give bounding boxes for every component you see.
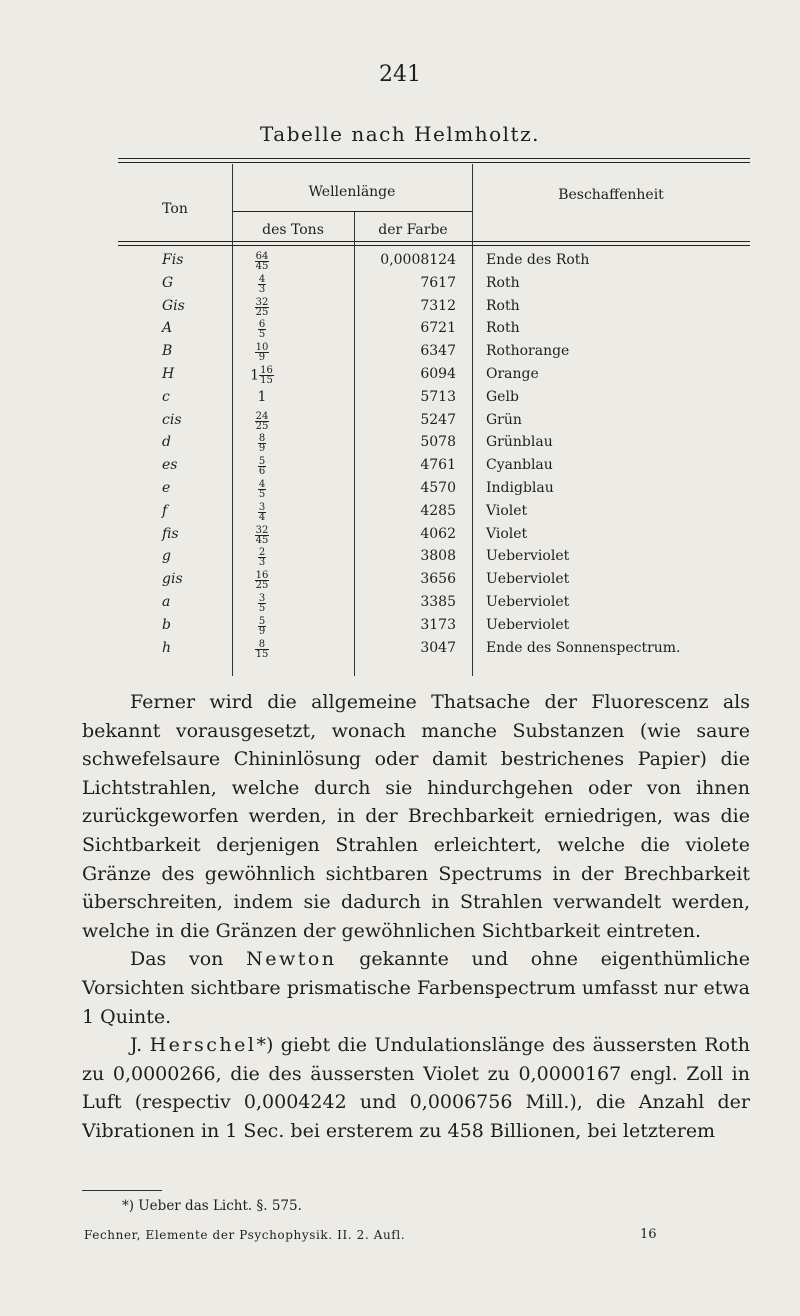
tone-name: gis (162, 571, 183, 588)
tone-ratio (230, 320, 294, 339)
table-row (118, 455, 750, 477)
text: J. (130, 1034, 150, 1057)
tone-name: e (162, 480, 171, 496)
wavelength-value: 3808 (420, 548, 456, 565)
tone-ratio (230, 252, 294, 271)
color-description: Roth (486, 274, 520, 291)
table-row (118, 273, 750, 295)
header-beschaffenheit: Beschaffenheit (558, 187, 664, 203)
table-header-rule-2 (118, 245, 750, 246)
ratio-numerator: 2 (258, 547, 266, 559)
tone-ratio (230, 275, 294, 294)
ratio-fraction (258, 320, 266, 339)
tone-ratio (230, 640, 294, 659)
ratio-fraction (258, 434, 266, 453)
ratio-denominator: 4 (258, 511, 266, 523)
table-row (118, 638, 750, 660)
ratio-denominator: 45 (255, 261, 269, 272)
header-ton: Ton (162, 201, 188, 217)
tone-ratio (230, 571, 294, 590)
tone-name: h (162, 639, 172, 656)
table-row (118, 250, 750, 272)
color-description: Violet (486, 525, 528, 542)
paragraph-fluorescenz: Ferner wird die allgemeine Thatsache der Fluorescenz als bekannt vorausgesetzt, wonach manche Substanzen (wie saure schwefelsaure Chininlösung oder damit bestrichenes Papier) die Lichtstrahlen, welche durch sie hindurchgehen oder von ihnen zurückgeworfen werden, in der Brechbarkeit erniedrigen, was die Sichtbarkeit derjenigen Strahlen erleichtert, welche die violete Gränze des gewöhnlich sichtbaren Spectrums in der Brechbarkeit überschreiten, indem sie dadurch in Strahlen verwandelt werden, welche in die Gränzen der gewöhnlichen Sichtbarkeit eintreten. (82, 691, 750, 942)
wavelength-value: 5713 (420, 388, 456, 405)
color-description: Grün (486, 411, 522, 428)
tone-ratio (230, 412, 294, 431)
tone-ratio (230, 503, 294, 522)
ratio-numerator: 10 (255, 342, 269, 354)
ratio-numerator: 3 (258, 501, 266, 513)
wavelength-value: 6347 (420, 343, 456, 360)
tone-ratio (230, 343, 294, 362)
ratio-numerator: 3 (258, 593, 266, 604)
table-row (118, 387, 750, 409)
table-header-rule (118, 241, 750, 242)
tone-name: g (162, 548, 171, 565)
signature-number: 16 (640, 1227, 657, 1242)
header-wellenlaenge: Wellenlänge (308, 184, 396, 200)
text: Das von (130, 948, 247, 971)
tone-ratio (230, 548, 294, 567)
ratio-fraction (258, 594, 266, 613)
wavelength-value: 7617 (420, 274, 456, 291)
ratio-fraction (255, 412, 270, 431)
color-description: Orange (486, 366, 539, 382)
ratio-numerator: 4 (258, 479, 266, 490)
color-description: Gelb (486, 388, 519, 405)
ratio-denominator: 6 (258, 466, 266, 478)
tone-name: fis (162, 525, 179, 542)
wavelength-value: 4761 (420, 457, 456, 474)
ratio-fraction (255, 252, 270, 271)
wavelength-value: 3385 (420, 594, 456, 610)
ratio-denominator: 15 (260, 375, 273, 386)
ratio-fraction (255, 343, 270, 362)
wavelength-value: 3047 (420, 639, 456, 656)
ratio-numerator: 32 (255, 524, 269, 536)
name-newton: Newton (246, 948, 337, 971)
ratio-whole: 1 (250, 367, 260, 384)
tone-ratio (230, 366, 294, 385)
tone-name: es (162, 457, 178, 474)
ratio-fraction (258, 480, 266, 499)
ratio-numerator: 8 (255, 640, 270, 650)
tone-name: f (162, 502, 168, 519)
ratio-denominator: 3 (258, 283, 266, 295)
text: *) giebt die Undulationslänge des äussersten Roth zu 0,0000266, die des äussersten Violet zu 0,0000167 engl. Zoll in Luft (respectiv 0,0004242 und 0,0006756 Mill.), die Anzahl der Vibrationen in 1 Sec. bei ersterem zu 458 Billionen, bei letzterem (82, 1034, 750, 1142)
ratio-denominator: 45 (255, 534, 269, 546)
ratio-numerator: 24 (255, 410, 269, 422)
table-top-rule (118, 158, 750, 159)
header-der-farbe: der Farbe (378, 222, 448, 238)
table-title: Tabelle nach Helmholtz. (260, 122, 540, 146)
ratio-denominator: 3 (258, 557, 266, 569)
ratio-numerator: 4 (258, 273, 266, 285)
ratio-fraction (255, 526, 270, 545)
table-row (118, 592, 750, 614)
tone-name: b (162, 616, 171, 633)
ratio-denominator: 5 (258, 329, 266, 341)
color-description: Ueberviolet (486, 548, 570, 565)
tone-ratio (230, 617, 294, 636)
table-row (118, 432, 750, 454)
table-row (118, 364, 750, 386)
table-row (118, 410, 750, 432)
ratio-fraction (255, 298, 270, 317)
ratio-numerator: 5 (258, 615, 266, 627)
ratio-denominator: 9 (258, 443, 266, 455)
color-description: Ende des Sonnenspectrum. (486, 639, 681, 656)
ratio-denominator: 9 (258, 625, 266, 637)
tone-ratio (230, 389, 294, 405)
table-row (118, 318, 750, 340)
wavelength-value: 4285 (420, 502, 456, 519)
wave-subheader-rule (232, 211, 472, 212)
tone-ratio (230, 434, 294, 453)
tone-name: d (162, 434, 171, 451)
table-row (118, 341, 750, 363)
ratio-denominator: 25 (255, 420, 269, 432)
wavelength-value: 6721 (420, 320, 456, 337)
table-row (118, 546, 750, 568)
ratio-numerator: 64 (255, 251, 269, 262)
wavelength-value: 3173 (420, 616, 456, 633)
color-description: Ueberviolet (486, 594, 570, 610)
ratio-numerator: 8 (258, 433, 266, 445)
wavelength-value: 7312 (420, 297, 456, 314)
ratio-fraction (255, 640, 270, 659)
table-row (118, 478, 750, 500)
table-row (118, 501, 750, 523)
text: gekannte und ohne eigenthümliche Vorsichten sichtbare prismatische Farbenspectrum umfasst nur etwa 1 Quinte. (82, 948, 750, 1028)
ratio-fraction (258, 457, 266, 476)
tone-name: A (162, 320, 173, 337)
ratio-fraction (259, 366, 274, 385)
ratio-numerator: 5 (258, 456, 266, 468)
page-number: 241 (379, 62, 421, 87)
ratio-fraction (258, 275, 266, 294)
tone-ratio (230, 594, 294, 613)
color-description: Grünblau (486, 434, 553, 451)
ratio-fraction (258, 548, 266, 567)
table-top-rule-2 (118, 162, 750, 163)
paragraph-newton (82, 945, 750, 1031)
ratio-numerator: 16 (255, 570, 269, 582)
footnote: *) Ueber das Licht. §. 575. (122, 1198, 302, 1214)
ratio-fraction (258, 503, 266, 522)
color-description: Ueberviolet (486, 571, 570, 588)
tone-name: a (162, 594, 171, 610)
paragraph-herschel (82, 1031, 750, 1145)
ratio-fraction (255, 571, 270, 590)
ratio-numerator: 32 (255, 296, 269, 308)
ratio-denominator: 5 (258, 489, 266, 500)
name-herschel: Herschel (149, 1034, 257, 1057)
color-description: Indigblau (486, 480, 554, 496)
wavelength-value: 4570 (420, 480, 456, 496)
color-description: Cyanblau (486, 457, 553, 474)
tone-ratio (230, 457, 294, 476)
wavelength-value: 6094 (420, 366, 456, 382)
ratio-denominator: 9 (258, 352, 266, 364)
color-description: Rothorange (486, 343, 570, 360)
tone-name: c (162, 388, 170, 405)
tone-ratio (230, 298, 294, 317)
tone-name: H (162, 366, 175, 382)
ratio-fraction (258, 617, 266, 636)
tone-name: B (162, 343, 173, 360)
tone-name: G (162, 274, 174, 291)
ratio-whole: 1 (257, 388, 267, 405)
ratio-denominator: 5 (258, 603, 266, 614)
ratio-denominator: 15 (255, 648, 269, 660)
table-row (118, 524, 750, 546)
color-description: Ueberviolet (486, 616, 570, 633)
wavelength-value: 5247 (420, 411, 456, 428)
wavelength-value: 0,0008124 (380, 252, 456, 268)
color-description: Roth (486, 297, 520, 314)
ratio-numerator: 16 (260, 365, 273, 376)
color-description: Violet (486, 502, 528, 519)
tone-name: Gis (162, 297, 185, 314)
color-description: Roth (486, 320, 520, 337)
tone-name: Fis (162, 252, 184, 268)
signature-line: Fechner, Elemente der Psychophysik. II. 2. Aufl. (84, 1228, 406, 1242)
color-description: Ende des Roth (486, 252, 590, 268)
ratio-numerator: 6 (258, 319, 266, 331)
footnote-rule (82, 1190, 162, 1191)
tone-ratio (230, 526, 294, 545)
header-des-tons: des Tons (262, 222, 324, 238)
table-row (118, 615, 750, 637)
wavelength-value: 3656 (420, 571, 456, 588)
ratio-denominator: 25 (255, 306, 269, 318)
table-row (118, 569, 750, 591)
tone-name: cis (162, 411, 182, 428)
table-row (118, 296, 750, 318)
ratio-denominator: 25 (255, 580, 269, 592)
body-text (82, 688, 750, 1146)
wavelength-value: 4062 (420, 525, 456, 542)
wavelength-value: 5078 (420, 434, 456, 451)
tone-ratio (230, 480, 294, 499)
